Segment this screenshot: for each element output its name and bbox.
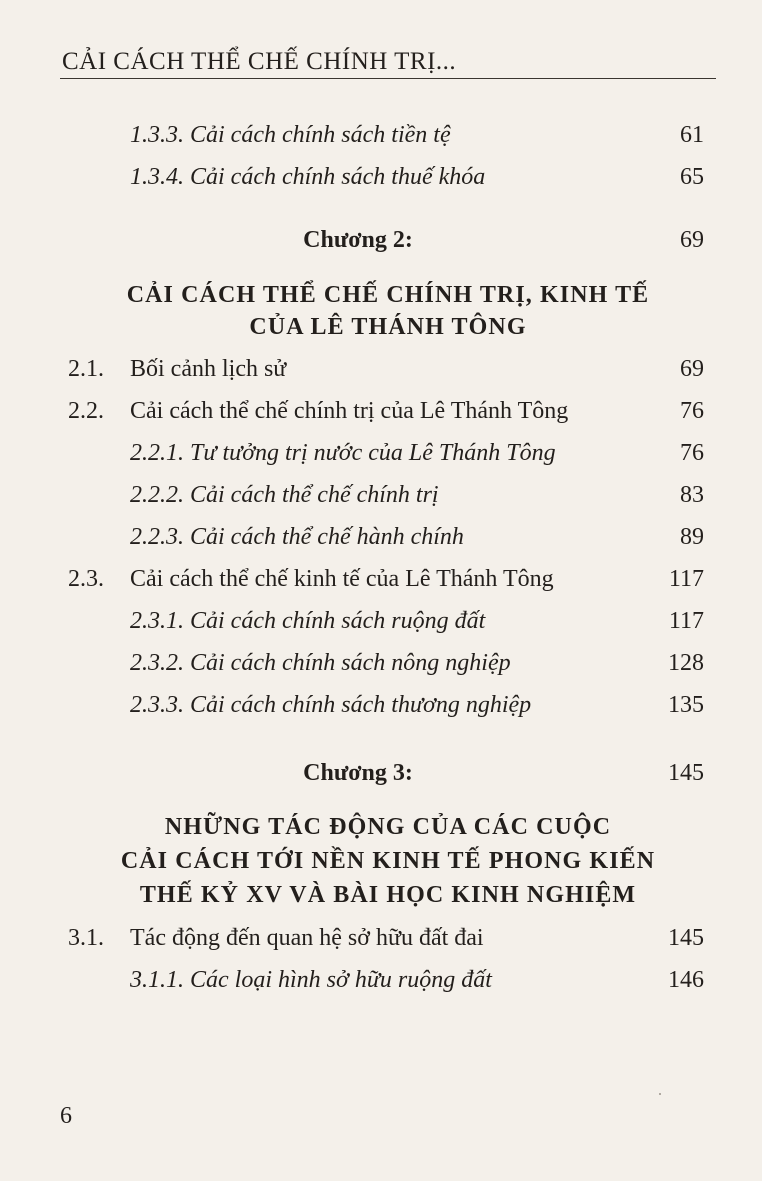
toc-entry-title: Cải cách thể chế chính trị của Lê Thánh Tông bbox=[130, 398, 569, 424]
toc-entry-2-2 bbox=[0, 398, 762, 438]
chapter-label: Chương 3: bbox=[303, 760, 413, 786]
toc-entry-title: Bối cảnh lịch sử bbox=[130, 356, 287, 382]
toc-entry-page: 145 bbox=[668, 925, 704, 951]
toc-entry-title: 2.2.1. Tư tưởng trị nước của Lê Thánh Tông bbox=[130, 440, 556, 466]
toc-entry-page: 128 bbox=[668, 650, 704, 676]
toc-entry-number: 3.1. bbox=[68, 925, 104, 951]
chapter-title-line: CẢI CÁCH THỂ CHẾ CHÍNH TRỊ, KINH TẾ bbox=[126, 282, 650, 308]
running-header: CẢI CÁCH THỂ CHẾ CHÍNH TRỊ... bbox=[62, 48, 457, 75]
chapter-page: 145 bbox=[668, 760, 704, 786]
toc-entry-title: 1.3.3. Cải cách chính sách tiền tệ bbox=[130, 122, 451, 148]
toc-entry-page: 69 bbox=[680, 356, 704, 382]
chapter-3-heading bbox=[0, 760, 762, 800]
toc-entry-2-3-2 bbox=[0, 650, 762, 690]
toc-entry-2-2-1 bbox=[0, 440, 762, 480]
chapter-2-heading bbox=[0, 227, 762, 267]
toc-entry-2-1 bbox=[0, 356, 762, 396]
toc-entry-title: 2.3.2. Cải cách chính sách nông nghiệp bbox=[130, 650, 511, 676]
toc-entry-page: 83 bbox=[680, 482, 704, 508]
toc-entry-2-3-1 bbox=[0, 608, 762, 648]
toc-entry-number: 2.2. bbox=[68, 398, 104, 424]
toc-entry-page: 65 bbox=[680, 164, 704, 190]
toc-entry-page: 76 bbox=[680, 398, 704, 424]
toc-entry-title: Tác động đến quan hệ sở hữu đất đai bbox=[130, 925, 484, 951]
toc-entry-page: 117 bbox=[668, 608, 704, 634]
toc-entry-number: 2.1. bbox=[68, 356, 104, 382]
toc-entry-1-3-4 bbox=[0, 164, 762, 204]
toc-entry-page: 117 bbox=[668, 566, 704, 592]
toc-entry-title: 1.3.4. Cải cách chính sách thuế khóa bbox=[130, 164, 486, 190]
toc-entry-2-2-2 bbox=[0, 482, 762, 522]
toc-entry-2-3-3 bbox=[0, 692, 762, 732]
toc-entry-2-3 bbox=[0, 566, 762, 606]
chapter-3-title bbox=[60, 810, 716, 912]
chapter-page: 69 bbox=[680, 227, 704, 253]
page-number: 6 bbox=[60, 1103, 72, 1129]
toc-entry-page: 135 bbox=[668, 692, 704, 718]
toc-entry-2-2-3 bbox=[0, 524, 762, 564]
toc-entry-3-1 bbox=[0, 925, 762, 965]
toc-entry-title: 2.3.3. Cải cách chính sách thương nghiệp bbox=[130, 692, 532, 718]
toc-entry-title: 2.2.3. Cải cách thể chế hành chính bbox=[130, 524, 464, 550]
toc-entry-page: 146 bbox=[668, 967, 704, 993]
chapter-title-line: THẾ KỶ XV VÀ BÀI HỌC KINH NGHIỆM bbox=[139, 882, 637, 908]
header-rule bbox=[60, 78, 716, 79]
toc-entry-title: 2.3.1. Cải cách chính sách ruộng đất bbox=[130, 608, 486, 634]
toc-entry-title: 2.2.2. Cải cách thể chế chính trị bbox=[130, 482, 439, 508]
toc-entry-1-3-3 bbox=[0, 122, 762, 162]
chapter-title-line: NHỮNG TÁC ĐỘNG CỦA CÁC CUỘC bbox=[164, 814, 612, 840]
toc-entry-title: Cải cách thể chế kinh tế của Lê Thánh Tông bbox=[130, 566, 554, 592]
toc-entry-page: 61 bbox=[680, 122, 704, 148]
toc-entry-page: 89 bbox=[680, 524, 704, 550]
chapter-label: Chương 2: bbox=[303, 227, 413, 253]
chapter-2-title bbox=[60, 279, 716, 343]
chapter-title-line: CẢI CÁCH TỚI NỀN KINH TẾ PHONG KIẾN bbox=[120, 848, 656, 874]
toc-entry-title: 3.1.1. Các loại hình sở hữu ruộng đất bbox=[130, 967, 492, 993]
toc-entry-3-1-1 bbox=[0, 967, 762, 1007]
toc-entry-page: 76 bbox=[680, 440, 704, 466]
toc-entry-number: 2.3. bbox=[68, 566, 104, 592]
chapter-title-line: CỦA LÊ THÁNH TÔNG bbox=[249, 314, 527, 340]
paper-speck bbox=[659, 1093, 661, 1095]
